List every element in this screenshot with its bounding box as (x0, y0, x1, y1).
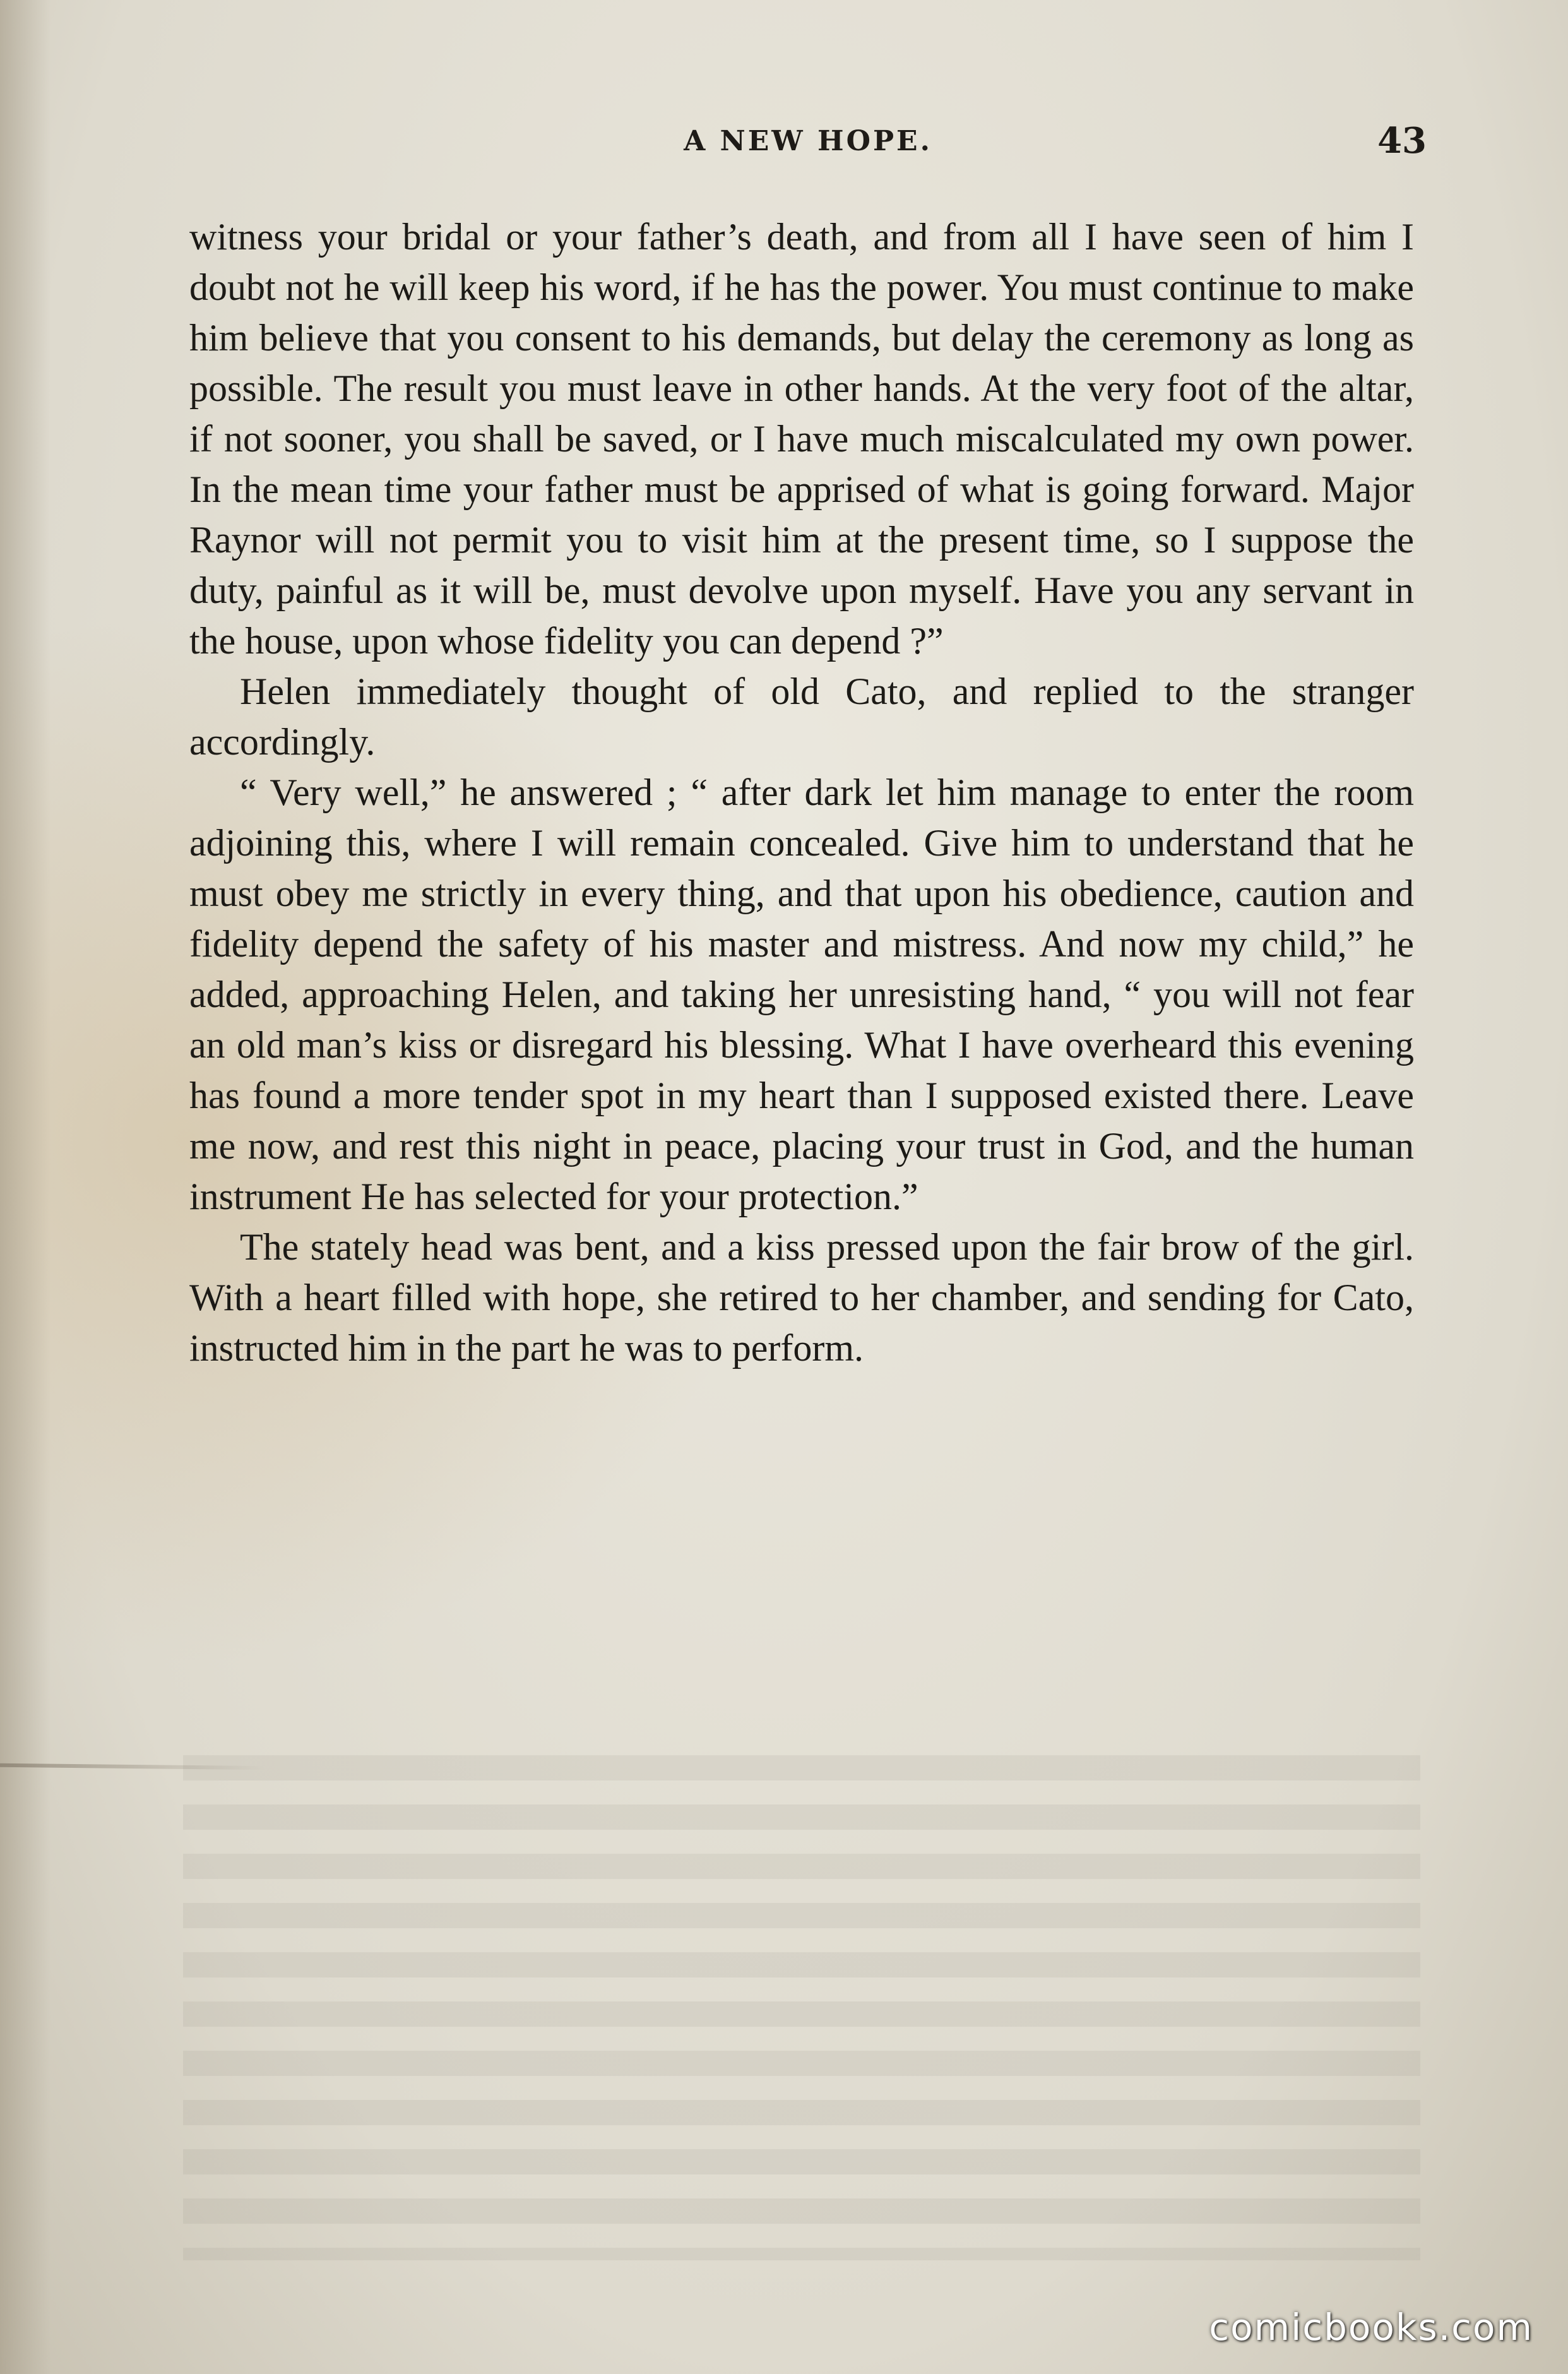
reverse-page-bleed-through (183, 1755, 1420, 2260)
paragraph: “ Very well,” he answered ; “ after dark let him manage to enter the room adjoining this, where I will remain concealed. Give him to understand that he must obey me strictly in every thing, and that upon his obedience, caution and fidelity depend the safety of his master and mistress. And now my child,” he added, approaching Helen, and taking her unresisting hand, “ you will not fear an old man’s kiss or disregard his blessing. What I have overheard this evening has found a more tender spot in my heart than I supposed existed there. Leave me now, and rest this night in peace, placing your trust in God, and the human instrument He has selected for your protection.” (189, 772, 1414, 1217)
page-edge-shadow (0, 0, 50, 2374)
watermark: comicbooks.com (1209, 2306, 1533, 2349)
page-number: 43 (1377, 120, 1427, 162)
running-head (189, 120, 1427, 170)
paragraph-continued: witness your bridal or your father’s death, and from all I have seen of him I doubt not he will keep his word, if he has the power. You must continue to make him believe that you consent to his demands, but delay the ceremony as long as possible. The result you must leave in other hands. At the very foot of the altar, if not sooner, you shall be saved, or I have much miscalculated my own power. In the mean time your father must be apprised of what is going forward. Major Raynor will not permit you to visit him at the present time, so I suppose the duty, painful as it will be, must devolve upon myself. Have you any servant in the house, upon whose fidelity you can depend ?” (189, 216, 1414, 662)
paragraph: The stately head was bent, and a kiss pressed upon the fair brow of the girl. With a heart filled with hope, she retired to her chamber, and sending for Cato, instructed him in the part he was to perform. (189, 1226, 1414, 1369)
body-text (189, 212, 1414, 1373)
paragraph: Helen immediately thought of old Cato, and replied to the stranger accordingly. (189, 671, 1414, 763)
running-title: A NEW HOPE. (684, 125, 932, 157)
